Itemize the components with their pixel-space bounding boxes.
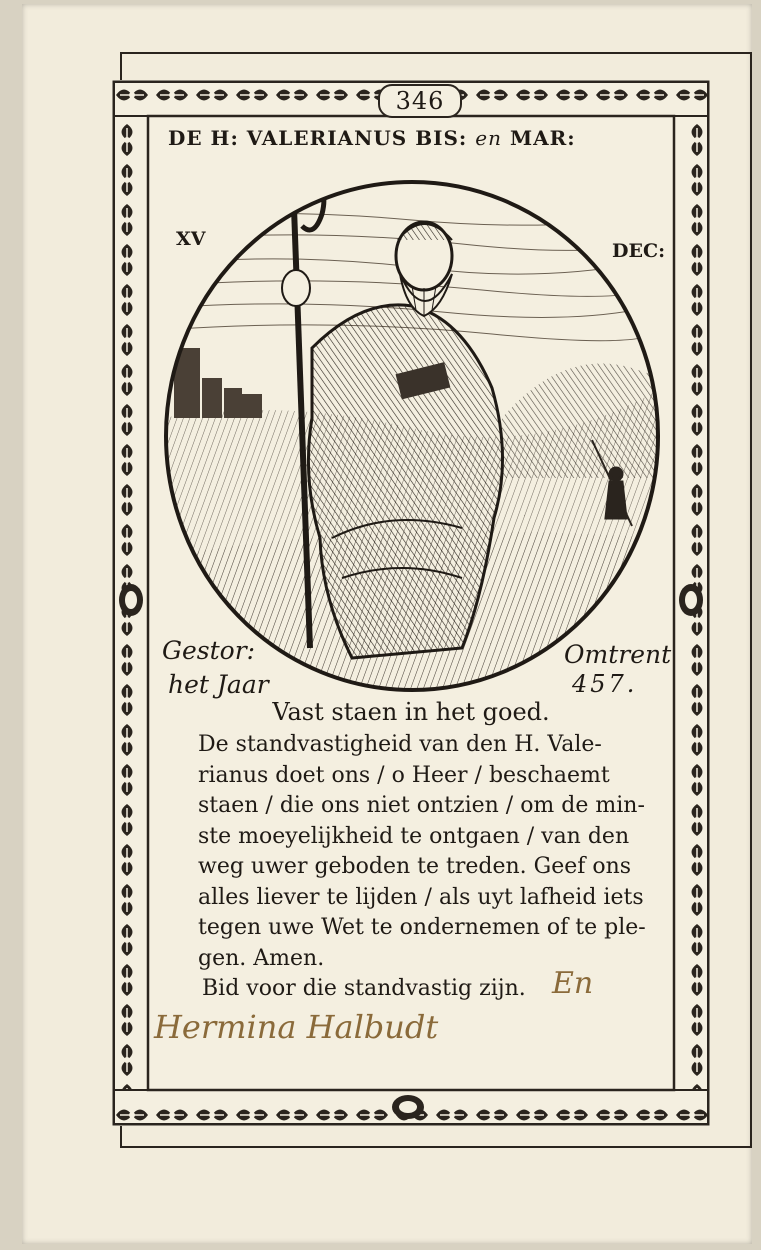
feast-day: XV	[176, 228, 206, 250]
card-title	[168, 126, 678, 150]
prayer-line: staen / die ons niet ontzien / om de min-	[198, 793, 645, 818]
year-label: het Jaar	[168, 670, 269, 699]
page-number: 346	[378, 84, 462, 118]
prayer-line: alles liever te lijden / als uyt lafheid iets	[198, 884, 644, 910]
prayer-line: De standvastigheid van den H. Vale-	[198, 732, 602, 757]
prayer-line: ste moeyelijkheid te ontgaen / van den	[198, 823, 630, 849]
prayer-line: gen. Amen.	[198, 945, 325, 971]
death-year: 457.	[572, 670, 638, 698]
prayer-line: tegen uwe Wet te ondernemen of te ple-	[198, 915, 646, 940]
handwritten-name: Hermina Halbudt	[154, 1008, 439, 1046]
title-end: MAR:	[509, 126, 576, 150]
handwritten-en: En	[552, 966, 594, 1001]
saint-medallion	[162, 178, 662, 698]
prayer-card	[112, 80, 710, 1126]
petition-line: Bid voor die standvastig zijn.	[202, 976, 526, 1001]
motto: Vast staen in het goed.	[272, 698, 550, 726]
prayer-text	[198, 730, 648, 974]
title-main: DE H: VALERIANUS BIS:	[168, 126, 468, 150]
title-italic: en	[475, 126, 502, 150]
prayer-line: weg uwer geboden te treden. Geef ons	[198, 854, 632, 879]
prayer-line: rianus doet ons / o Heer / beschaemt	[198, 762, 610, 788]
died-label: Gestor:	[162, 636, 256, 665]
feast-month: DEC:	[612, 240, 666, 262]
about-label: Omtrent	[564, 640, 672, 669]
